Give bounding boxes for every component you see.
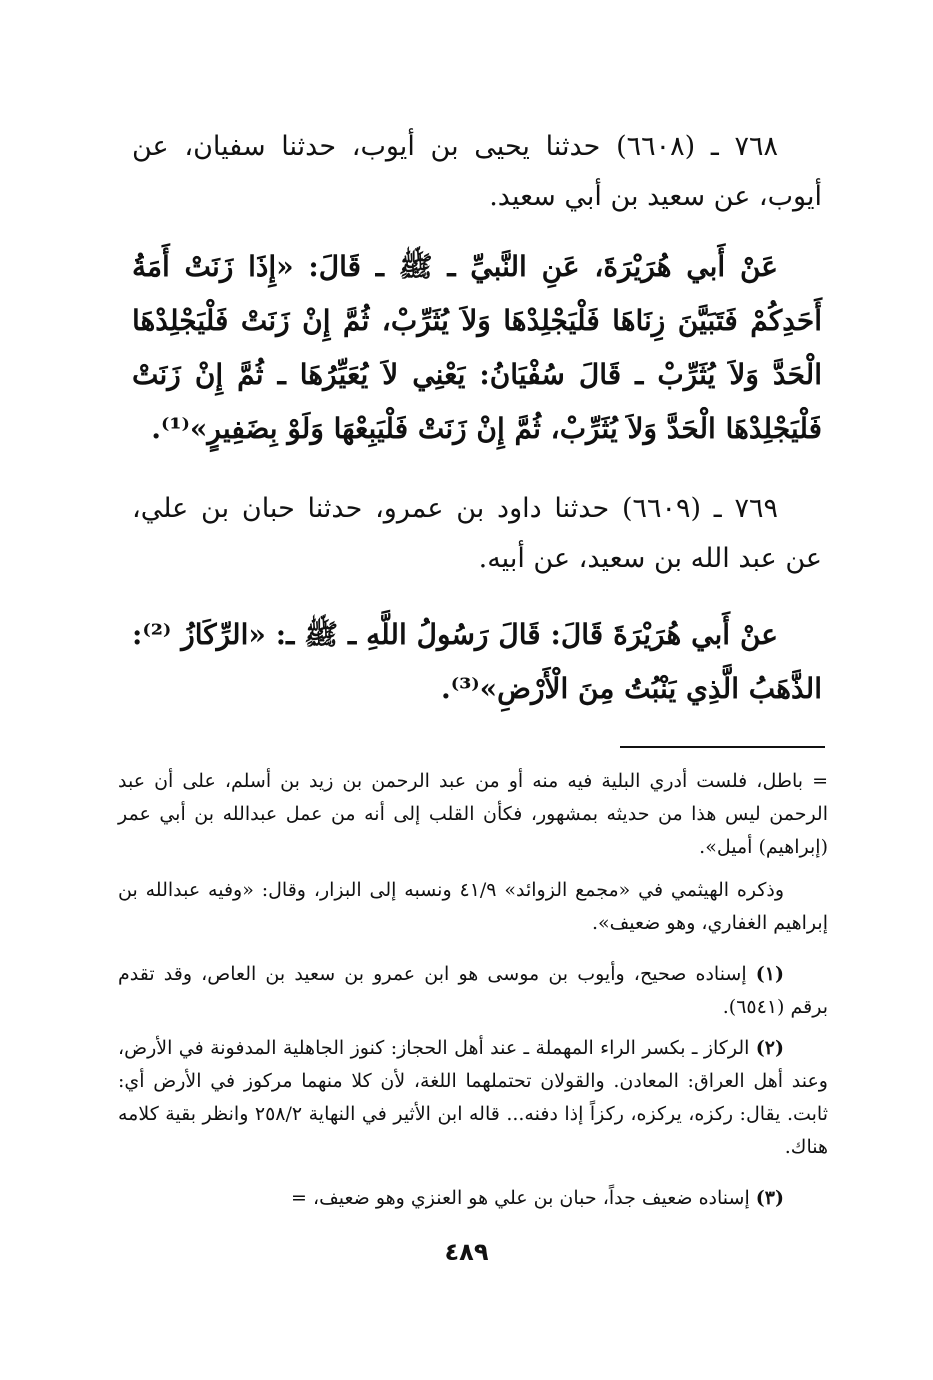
footnote-1 (118, 958, 828, 1024)
hadith-769-matn-text: عنْ أَبي هُرَيْرَةَ قَالَ: قَالَ رَسُولُ اللَّهِ ـ ﷺ ـ: «الرِّكَازُ ⁽²⁾: الذَّهَبُ الَّذِي يَنْبُتُ مِنَ الْأَرْضِ»⁽³⁾. (132, 618, 822, 705)
hadith-769-isnad-text: ٧٦٩ ـ (٦٦٠٩) حدثنا داود بن عمرو، حدثنا حبان بن علي، عن عبد الله بن سعيد، عن أبيه. (132, 493, 822, 574)
hadith-769-matn (132, 608, 822, 716)
footnote-3-number: (٣) (755, 1187, 784, 1209)
hadith-769-isnad (132, 484, 822, 584)
footnote-2-number: (٢) (755, 1037, 785, 1059)
footnote-continued (118, 765, 828, 864)
footnote-3 (118, 1182, 828, 1215)
footnote-haythami (118, 874, 828, 940)
footnote-separator (620, 746, 825, 748)
footnote-continued-text: = باطل، فلست أدري البلية فيه منه أو من عبد الرحمن بن زيد بن أسلم، على أن عبد الرحمن ليس هذا من حديثه بمشهور، فكأن القلب إلى أنه من عمل عبدالله بن أبي عمر (إبراهيم) أميل». (118, 770, 828, 858)
footnote-2 (118, 1032, 828, 1164)
footnote-1-text: إسناده صحيح، وأيوب بن موسى هو ابن عمرو بن سعيد بن العاص، وقد تقدم برقم (٦٥٤١). (118, 963, 828, 1018)
hadith-768-matn (132, 240, 822, 456)
footnote-2-text: الركاز ـ بكسر الراء المهملة ـ عند أهل الحجاز: كنوز الجاهلية المدفونة في الأرض، وعند أهل العراق: المعادن. والقولان تحتملهما اللغة، لأن كلا منهما مركوز في الأرض أي: ثابت. يقال: ركزه، يركزه، ركزاً إذا دفنه... قاله ابن الأثير في النهاية ٢٥٨/٢ وانظر بقية كلامه هناك. (118, 1037, 829, 1158)
hadith-768-matn-text: عَنْ أَبي هُرَيْرَةَ، عَنِ النَّبيِّ ـ ﷺ ـ قَالَ: «إِذَا زَنَتْ أَمَةُ أَحَدِكُمْ فَتَبَيَّنَ زِنَاهَا فَلْيَجْلِدْهَا وَلاَ يُثَرِّبْ، ثُمَّ إِنْ زَنَتْ فَلْيَجْلِدْهَا الْحَدَّ وَلاَ يُثَرِّبْ ـ قَالَ سُفْيَانُ: يَعْنِي لاَ يُعَيِّرُهَا ـ ثُمَّ إِنْ زَنَتْ فَلْيَجْلِدْهَا الْحَدَّ وَلاَ يُثَرِّبْ، ثُمَّ إِنْ زَنَتْ فَلْيَبِعْهَا وَلَوْ بِضَفِيرٍ»⁽¹⁾. (132, 250, 822, 445)
hadith-768-isnad (132, 122, 822, 222)
footnote-haythami-text: وذكره الهيثمي في «مجمع الزوائد» ٤١/٩ ونسبه إلى البزار، وقال: «وفيه عبدالله بن إبراهيم الغفاري، وهو ضعيف». (118, 879, 828, 934)
footnote-1-number: (١) (755, 963, 784, 985)
footnote-3-text: إسناده ضعيف جداً، حبان بن علي هو العنزي وهو ضعيف، = (291, 1187, 750, 1209)
page-number: ٤٨٩ (444, 1238, 489, 1266)
hadith-768-isnad-text: ٧٦٨ ـ (٦٦٠٨) حدثنا يحيى بن أيوب، حدثنا سفيان، عن أيوب، عن سعيد بن أبي سعيد. (132, 131, 822, 212)
